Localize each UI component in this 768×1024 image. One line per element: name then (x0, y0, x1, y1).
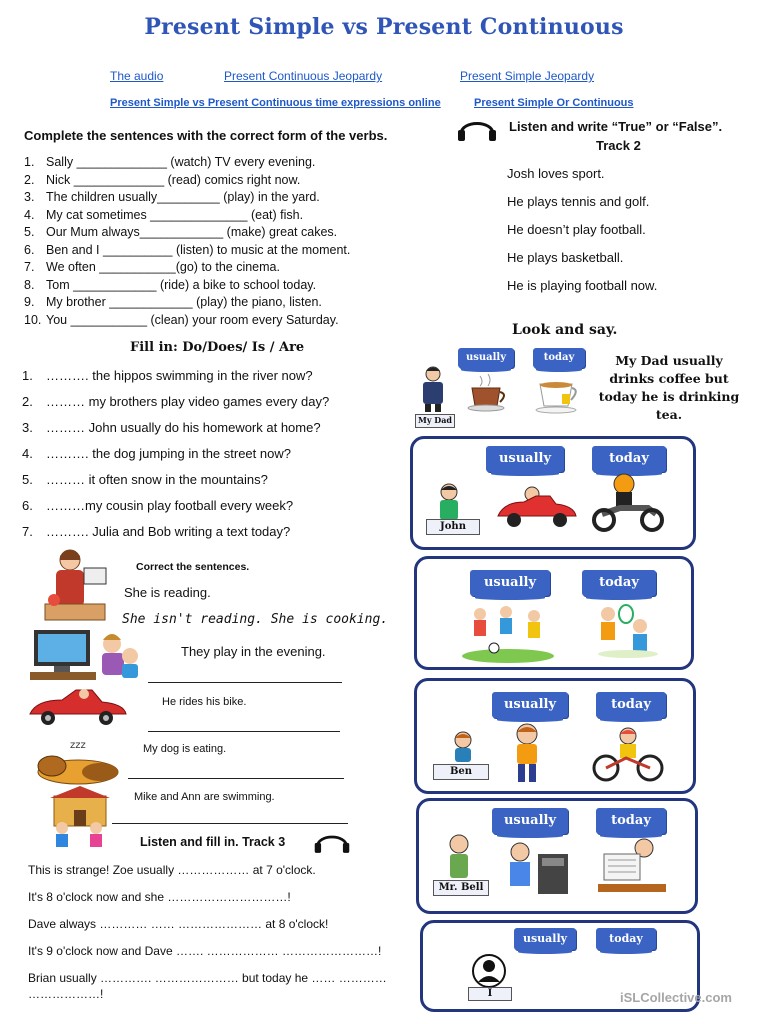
item-number: 1. (24, 155, 35, 169)
headphones-icon (312, 830, 352, 859)
item-text: ……… my brothers play video games every day? (46, 394, 330, 409)
today-flag: today (592, 446, 666, 472)
today-flag: today (596, 808, 666, 834)
tf-track: Track 2 (596, 138, 641, 153)
complete-item (24, 313, 350, 327)
track3-line: Dave always ………… …… ………………… at 8 o'clock! (28, 917, 329, 931)
dad-figure (418, 366, 448, 417)
answer-line-2[interactable] (148, 682, 342, 683)
answer-line-4[interactable] (128, 778, 344, 779)
item-number: 7. (24, 260, 35, 274)
usually-flag: usually (492, 808, 568, 834)
item-number: 5. (22, 472, 33, 487)
item-text: ………my cousin play football every week? (46, 498, 294, 513)
track3-line: Brian usually …………. ………………… but today he …… ………… (28, 971, 387, 985)
item-text: My brother ____________ (play) the piano, listen. (46, 295, 322, 309)
item-text: Tom ____________ (ride) a bike to school today. (46, 277, 317, 292)
usually-flag: usually (514, 928, 576, 950)
item-text: Sally _____________ (watch) TV every evening. (46, 155, 316, 169)
answer-line-5[interactable] (112, 823, 348, 824)
track3-line: It's 9 o'clock now and Dave ……. ……………… ……………………! (28, 944, 382, 958)
mr-bell-figure (440, 834, 478, 885)
track3-lines (28, 863, 387, 1014)
tea-cup-icon (534, 374, 584, 421)
today-flag: today (533, 348, 585, 368)
dad-label: My Dad (415, 414, 455, 428)
mr-bell-label: Mr. Bell (433, 880, 489, 896)
footer-watermark: iSLCollective.com (620, 990, 732, 1005)
coffee-cup-icon (466, 372, 512, 417)
complete-list (24, 155, 350, 330)
fill-in-item (22, 472, 329, 487)
complete-item (24, 225, 350, 239)
correct-answer-1: She isn't reading. She is cooking. (122, 612, 389, 627)
fill-in-item (22, 394, 329, 409)
red-car-illustration (26, 686, 130, 733)
correct-sentence-1: She is reading. (124, 585, 211, 600)
school-kids-illustration (44, 786, 116, 853)
today-flag: today (596, 692, 666, 718)
correct-sentence-4: My dog is eating. (143, 743, 227, 755)
mother-reading-illustration (40, 546, 110, 627)
item-text: You ___________ (clean) your room every Saturday. (46, 312, 339, 327)
tf-statements (507, 166, 657, 306)
sports-car-illustration (496, 484, 578, 535)
item-number: 2. (22, 394, 33, 409)
usually-flag: usually (486, 446, 564, 472)
track3-heading: Listen and fill in. Track 3 (140, 835, 286, 849)
tf-statement: Josh loves sport. (507, 166, 605, 181)
svg-text:zzz: zzz (70, 740, 86, 751)
usually-flag: usually (458, 348, 514, 368)
item-text: ………. the hippos swimming in the river now? (46, 368, 313, 383)
item-number: 7. (22, 524, 33, 539)
cyclist-illustration (590, 726, 666, 787)
item-number: 5. (24, 225, 35, 239)
item-number: 3. (22, 420, 33, 435)
fill-in-item (22, 420, 329, 435)
item-text: ……… John usually do his homework at home? (46, 420, 321, 435)
correct-heading: Correct the sentences. (136, 561, 250, 573)
item-number: 8. (24, 277, 35, 292)
kids-tv-illustration (30, 626, 140, 687)
time-expressions-link[interactable]: Present Simple vs Present Continuous time expressions online (110, 97, 441, 109)
item-number: 9. (24, 295, 35, 309)
look-say-heading: Look and say. (512, 322, 618, 338)
item-number: 1. (22, 368, 33, 383)
item-number: 10. (24, 312, 42, 327)
fill-in-list (22, 368, 329, 550)
item-number: 6. (22, 498, 33, 513)
usually-flag: usually (470, 570, 550, 596)
tf-statement: He plays basketball. (507, 250, 624, 265)
tennis-kids-illustration (586, 604, 662, 667)
fill-in-item (22, 498, 329, 513)
i-label: I (468, 987, 512, 1001)
complete-item (24, 295, 350, 309)
item-text: Our Mum always____________ (make) great cakes. (46, 225, 338, 239)
item-number: 4. (24, 207, 35, 222)
ben-label: Ben (433, 764, 489, 780)
fill-in-item (22, 446, 329, 461)
look-say-example: My Dad usually drinks coffee but today he is drinking tea. (598, 353, 740, 422)
today-flag: today (596, 928, 656, 950)
john-label: John (426, 519, 480, 535)
tf-statement: He is playing football now. (507, 278, 658, 293)
headphones-icon (455, 116, 499, 147)
reading-man-illustration (594, 836, 670, 903)
cooking-man-illustration (498, 840, 574, 903)
pc-jeopardy-link[interactable]: Present Continuous Jeopardy (224, 69, 383, 83)
item-number: 4. (22, 446, 33, 461)
item-number: 6. (24, 242, 35, 257)
ps-jeopardy-link[interactable]: Present Simple Jeopardy (460, 69, 595, 83)
tf-statement: He plays tennis and golf. (507, 194, 650, 209)
complete-item (24, 243, 350, 257)
item-text: Nick _____________ (read) comics right now. (46, 172, 301, 187)
page-title: Present Simple vs Present Continuous (144, 14, 624, 40)
fill-in-item (22, 524, 329, 539)
complete-item (24, 208, 350, 222)
complete-item (24, 173, 350, 187)
complete-item (24, 190, 350, 204)
fill-in-heading: Fill in: Do/Does/ Is / Are (130, 340, 305, 355)
item-text: My cat sometimes ______________ (eat) fish. (46, 207, 304, 222)
item-text: Ben and I __________ (listen) to music at the moment. (46, 242, 351, 257)
football-kids-illustration (460, 602, 556, 669)
walking-boy-illustration (505, 722, 549, 791)
complete-item (24, 278, 350, 292)
item-number: 3. (24, 190, 35, 204)
track3-line: It's 8 o'clock now and she …………………………! (28, 890, 291, 904)
answer-line-3[interactable] (148, 731, 340, 732)
tf-statement: He doesn’t play football. (507, 222, 646, 237)
usually-flag: usually (492, 692, 568, 718)
item-text: The children usually_________ (play) in the yard. (46, 190, 320, 204)
complete-item (24, 155, 350, 169)
track3-line: This is strange! Zoe usually ……………… at 7 o'clock. (28, 863, 316, 877)
ps-or-pc-link[interactable]: Present Simple Or Continuous (474, 97, 634, 109)
tf-heading: Listen and write “True” or “False”. (509, 119, 723, 134)
track3-line: ………………! (28, 987, 104, 1001)
complete-item (24, 260, 350, 274)
sleeping-dog-illustration (30, 738, 122, 791)
item-text: ……… it often snow in the mountains? (46, 472, 268, 487)
complete-heading: Complete the sentences with the correct form of the verbs. (24, 128, 388, 143)
correct-sentence-5: Mike and Ann are swimming. (134, 791, 275, 803)
item-number: 2. (24, 172, 35, 187)
item-text: ………. Julia and Bob writing a text today? (46, 524, 291, 539)
audio-link[interactable]: The audio (110, 69, 164, 83)
item-text: ………. the dog jumping in the street now? (46, 446, 291, 461)
correct-sentence-3: He rides his bike. (162, 696, 247, 708)
item-text: We often ___________(go) to the cinema. (46, 260, 280, 274)
today-flag: today (582, 570, 656, 596)
motorbike-illustration (590, 472, 666, 537)
correct-sentence-2: They play in the evening. (181, 644, 326, 659)
fill-in-item (22, 368, 329, 383)
